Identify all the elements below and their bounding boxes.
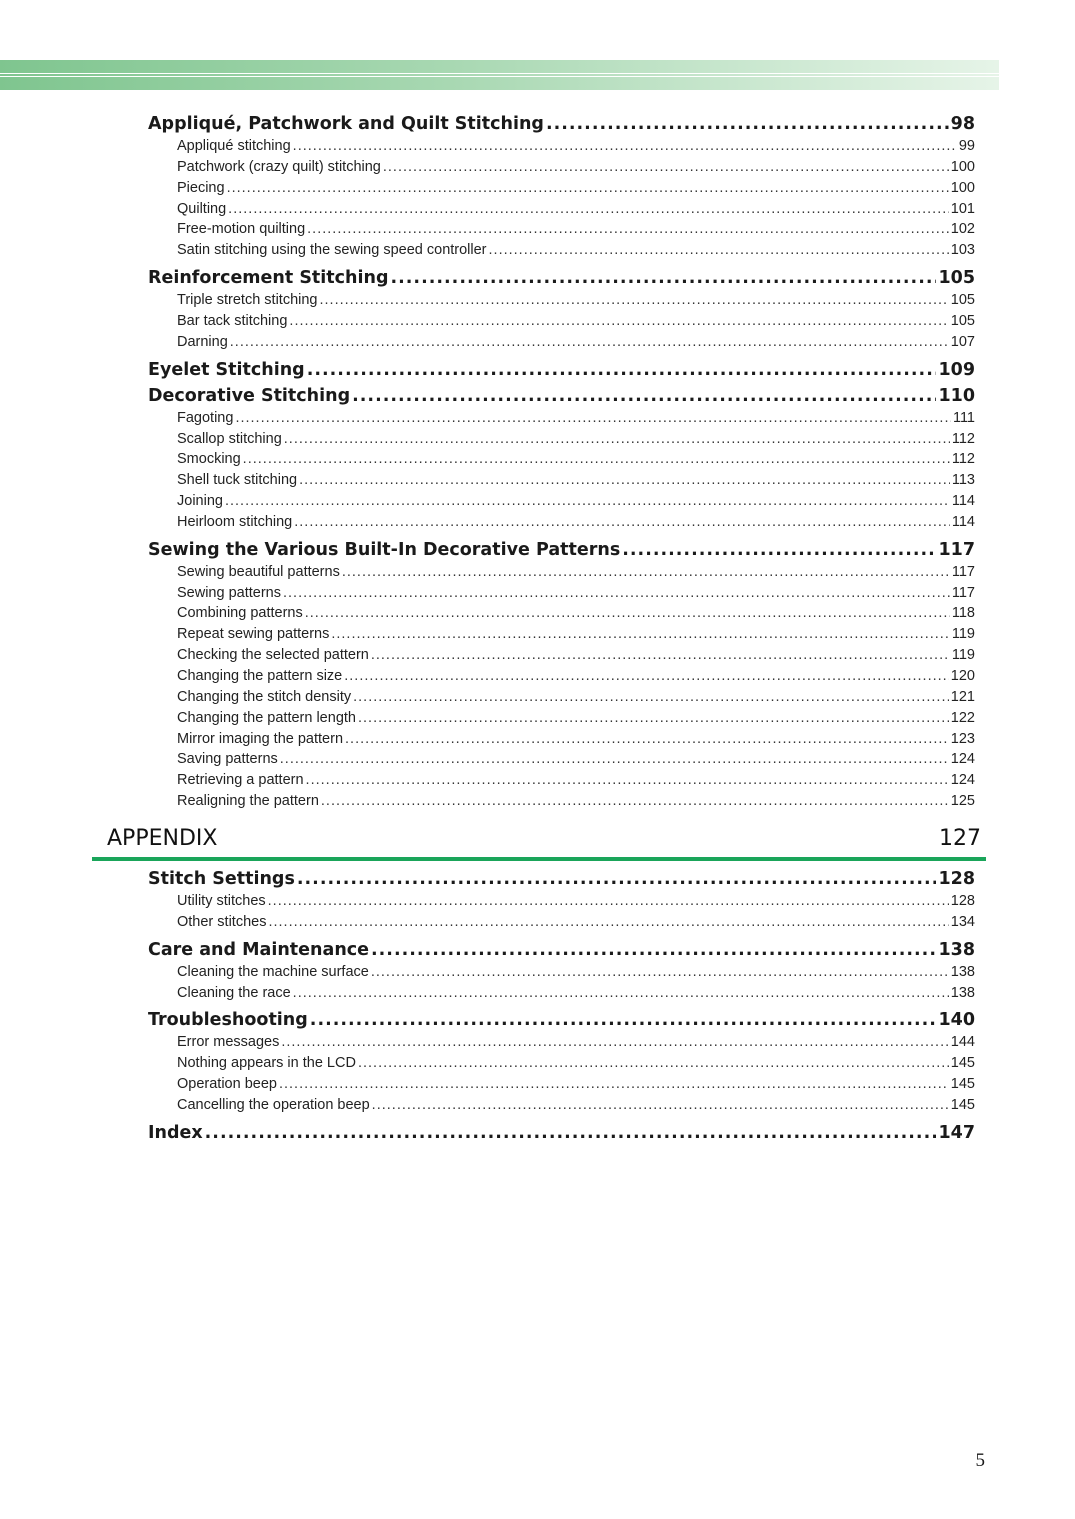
toc-entry-title: Sewing beautiful patterns	[177, 563, 340, 580]
toc-entry-page: 145	[950, 1076, 975, 1093]
toc-entry-page: 100	[950, 158, 975, 175]
dot-leader	[205, 1123, 937, 1143]
toc-entry-title: Error messages	[177, 1034, 280, 1051]
toc-entry-title: Joining	[177, 493, 223, 510]
toc-entry-page: 124	[950, 772, 975, 789]
toc-entry-page: 100	[950, 179, 975, 196]
toc-entry-page: 101	[950, 200, 975, 217]
toc-section-title: Stitch Settings	[148, 869, 295, 889]
toc-section[interactable]	[148, 869, 975, 893]
toc-entry[interactable]	[177, 772, 975, 792]
toc-entry[interactable]	[177, 710, 975, 730]
toc-entry-title: Changing the stitch density	[177, 688, 352, 705]
toc-entry-page: 124	[950, 751, 975, 768]
toc-entry-title: Operation beep	[177, 1076, 277, 1093]
toc-entry-page: 119	[951, 626, 975, 643]
toc-entry-page: 122	[950, 709, 975, 726]
toc-section-title: Sewing the Various Built-In Decorative Patterns	[148, 539, 621, 560]
dot-leader	[383, 159, 949, 175]
toc-entry[interactable]	[177, 221, 975, 241]
toc-entry-page: 123	[950, 730, 975, 747]
toc-entry-title: Retrieving a pattern	[177, 772, 304, 789]
toc-section-title: Troubleshooting	[148, 1010, 308, 1031]
toc-entry[interactable]	[177, 668, 975, 688]
toc-section-page: 98	[950, 114, 975, 134]
dot-leader	[372, 1097, 949, 1113]
toc-entry-page: 138	[950, 984, 975, 1001]
dot-leader	[268, 893, 949, 909]
toc-entry-title: Patchwork (crazy quilt) stitching	[177, 158, 381, 175]
toc-entry-page: 121	[950, 688, 975, 705]
toc-entry[interactable]	[177, 985, 975, 1005]
toc-section-title: Eyelet Stitching	[148, 359, 305, 380]
header-band-line	[0, 76, 999, 77]
toc-entry-page: 105	[950, 312, 975, 329]
toc-entry-title: Nothing appears in the LCD	[177, 1055, 356, 1072]
dot-leader	[227, 180, 949, 196]
toc-section-page: 109	[938, 359, 975, 380]
dot-leader	[358, 1055, 949, 1071]
toc-entry-page: 134	[950, 913, 975, 930]
toc-entry[interactable]	[177, 893, 975, 913]
dot-leader	[299, 472, 950, 488]
toc-section[interactable]	[148, 268, 975, 292]
toc-entry[interactable]	[177, 292, 975, 312]
dot-leader	[546, 114, 949, 134]
toc-entry-page: 117	[951, 563, 975, 580]
toc-entry[interactable]	[177, 914, 975, 934]
toc-entry-page: 125	[950, 793, 975, 810]
toc-entry-page: 144	[950, 1034, 975, 1051]
toc-entry-title: Saving patterns	[177, 751, 278, 768]
toc-section[interactable]	[148, 386, 975, 410]
toc-section[interactable]	[148, 940, 975, 964]
dot-leader	[489, 242, 949, 258]
toc-entry[interactable]	[177, 334, 975, 354]
toc-entry[interactable]	[177, 585, 975, 605]
toc-entry-title: Free-motion quilting	[177, 221, 306, 238]
toc-entry[interactable]	[177, 964, 975, 984]
toc-entry-title: Satin stitching using the sewing speed controller	[177, 242, 487, 259]
dot-leader	[344, 668, 949, 684]
toc-entry-title: Other stitches	[177, 913, 267, 930]
dot-leader	[280, 751, 949, 767]
dot-leader	[297, 869, 937, 889]
dot-leader	[306, 772, 949, 788]
toc-entry[interactable]	[177, 1097, 975, 1117]
appendix-page: 127	[939, 826, 981, 851]
dot-leader	[283, 585, 950, 601]
dot-leader	[268, 914, 948, 930]
toc-entry-page: 119	[951, 647, 975, 664]
toc-section-page: 140	[938, 1010, 975, 1031]
toc-entry[interactable]	[177, 201, 975, 221]
dot-leader	[281, 1034, 948, 1050]
toc-entry-title: Combining patterns	[177, 605, 303, 622]
toc-entry-page: 107	[950, 333, 975, 350]
toc-entry[interactable]	[177, 564, 975, 584]
toc-entry-title: Darning	[177, 333, 228, 350]
dot-leader	[305, 605, 950, 621]
toc-section[interactable]	[148, 540, 975, 564]
dot-leader	[345, 731, 949, 747]
appendix-rule	[92, 857, 986, 861]
toc-entry-page: 117	[951, 584, 975, 601]
toc-entry[interactable]	[177, 159, 975, 179]
toc-entry-page: 111	[952, 409, 975, 426]
toc-entry[interactable]	[177, 138, 975, 158]
toc-entry[interactable]	[177, 410, 975, 430]
toc-entry[interactable]	[177, 793, 975, 813]
dot-leader	[235, 410, 951, 426]
toc-entry[interactable]	[177, 313, 975, 333]
toc-section-page: 105	[938, 268, 975, 289]
page-number: 5	[975, 1450, 985, 1471]
dot-leader	[622, 540, 936, 560]
toc-entry-page: 112	[951, 430, 975, 447]
dot-leader	[293, 138, 957, 154]
toc-entry[interactable]	[177, 751, 975, 771]
toc-section-title: Decorative Stitching	[148, 385, 351, 406]
toc-section[interactable]	[148, 1010, 975, 1034]
toc-entry[interactable]	[177, 1076, 975, 1096]
dot-leader	[321, 793, 949, 809]
dot-leader	[331, 626, 950, 642]
dot-leader	[352, 386, 936, 406]
toc-entry[interactable]	[177, 242, 975, 262]
toc-entry-title: Changing the pattern length	[177, 709, 356, 726]
dot-leader	[353, 689, 949, 705]
toc-entry-title: Smocking	[177, 451, 241, 468]
toc-entry-title: Realigning the pattern	[177, 793, 319, 810]
toc-section-title: Reinforcement Stitching	[148, 268, 389, 289]
toc-entry[interactable]	[177, 1055, 975, 1075]
toc-entry-title: Triple stretch stitching	[177, 292, 318, 309]
dot-leader	[371, 647, 950, 663]
dot-leader	[225, 493, 950, 509]
dot-leader	[294, 514, 950, 530]
dot-leader	[307, 221, 949, 237]
appendix-title: APPENDIX	[107, 826, 218, 851]
toc-entry-page: 99	[958, 138, 975, 154]
toc-entry-title: Quilting	[177, 200, 227, 217]
dot-leader	[279, 1076, 949, 1092]
header-band	[0, 60, 999, 90]
toc-entry-title: Changing the pattern size	[177, 668, 343, 684]
toc-entry-title: Fagoting	[177, 409, 234, 426]
toc-entry[interactable]	[177, 180, 975, 200]
toc-entry[interactable]	[177, 451, 975, 471]
dot-leader	[230, 334, 949, 350]
dot-leader	[293, 985, 949, 1001]
toc-entry[interactable]	[177, 1034, 975, 1054]
toc-entry-title: Mirror imaging the pattern	[177, 730, 344, 747]
toc-entry-title: Bar tack stitching	[177, 312, 288, 329]
toc-entry[interactable]	[177, 626, 975, 646]
dot-leader	[228, 201, 949, 217]
toc-entry[interactable]	[177, 472, 975, 492]
dot-leader	[342, 564, 950, 580]
dot-leader	[284, 431, 950, 447]
dot-leader	[319, 292, 948, 308]
toc-entry-title: Cancelling the operation beep	[177, 1096, 370, 1113]
dot-leader	[310, 1010, 937, 1030]
toc-entry-page: 128	[950, 893, 975, 909]
toc-entry-page: 145	[950, 1096, 975, 1113]
dot-leader	[243, 451, 950, 467]
toc-entry-title: Scallop stitching	[177, 430, 282, 447]
appendix-heading[interactable]	[107, 826, 981, 856]
toc-entry-page: 138	[950, 963, 975, 980]
toc-section-page: 138	[938, 939, 975, 960]
dot-leader	[390, 268, 936, 288]
dot-leader	[371, 964, 949, 980]
toc-entry[interactable]	[177, 647, 975, 667]
toc-entry[interactable]	[177, 431, 975, 451]
dot-leader	[289, 313, 948, 329]
dot-leader	[307, 360, 937, 380]
toc-entry-title: Cleaning the machine surface	[177, 963, 369, 980]
toc-section-page: 128	[938, 869, 975, 889]
toc-entry-title: Sewing patterns	[177, 584, 281, 601]
toc-entry-title: Heirloom stitching	[177, 513, 293, 530]
toc-entry-page: 103	[950, 242, 975, 259]
toc-entry[interactable]	[177, 514, 975, 534]
toc-entry-title: Repeat sewing patterns	[177, 626, 330, 643]
toc-entry-title: Shell tuck stitching	[177, 472, 298, 489]
toc-section[interactable]	[148, 360, 975, 384]
toc-section[interactable]	[148, 1123, 975, 1147]
header-band-line	[0, 73, 999, 74]
toc-entry-page: 120	[950, 668, 975, 684]
toc-entry-page: 114	[951, 493, 975, 510]
toc-section-page: 147	[938, 1122, 975, 1143]
toc-entry[interactable]	[177, 493, 975, 513]
toc-entry-title: Checking the selected pattern	[177, 647, 369, 664]
toc-entry-page: 105	[950, 292, 975, 309]
toc-entry-page: 114	[951, 513, 975, 530]
toc-entry[interactable]	[177, 605, 975, 625]
dot-leader	[358, 710, 949, 726]
toc-entry-page: 118	[951, 605, 975, 622]
toc-entry-title: Appliqué stitching	[177, 138, 291, 154]
toc-entry-page: 145	[950, 1055, 975, 1072]
toc-entry-page: 112	[951, 451, 975, 468]
toc-section-page: 117	[938, 539, 975, 560]
toc-entry-title: Piecing	[177, 179, 225, 196]
toc-entry-title: Utility stitches	[177, 893, 266, 909]
toc-entry-page: 113	[951, 472, 975, 489]
toc-entry-page: 102	[950, 221, 975, 238]
toc-section-title: Index	[148, 1122, 203, 1143]
toc-entry-title: Cleaning the race	[177, 984, 291, 1001]
toc-section-page: 110	[938, 385, 975, 406]
toc-section[interactable]	[148, 114, 975, 138]
dot-leader	[371, 940, 936, 960]
toc-section-title: Care and Maintenance	[148, 939, 370, 960]
toc-entry[interactable]	[177, 689, 975, 709]
toc-entry[interactable]	[177, 731, 975, 751]
toc-section-title: Appliqué, Patchwork and Quilt Stitching	[148, 114, 544, 134]
